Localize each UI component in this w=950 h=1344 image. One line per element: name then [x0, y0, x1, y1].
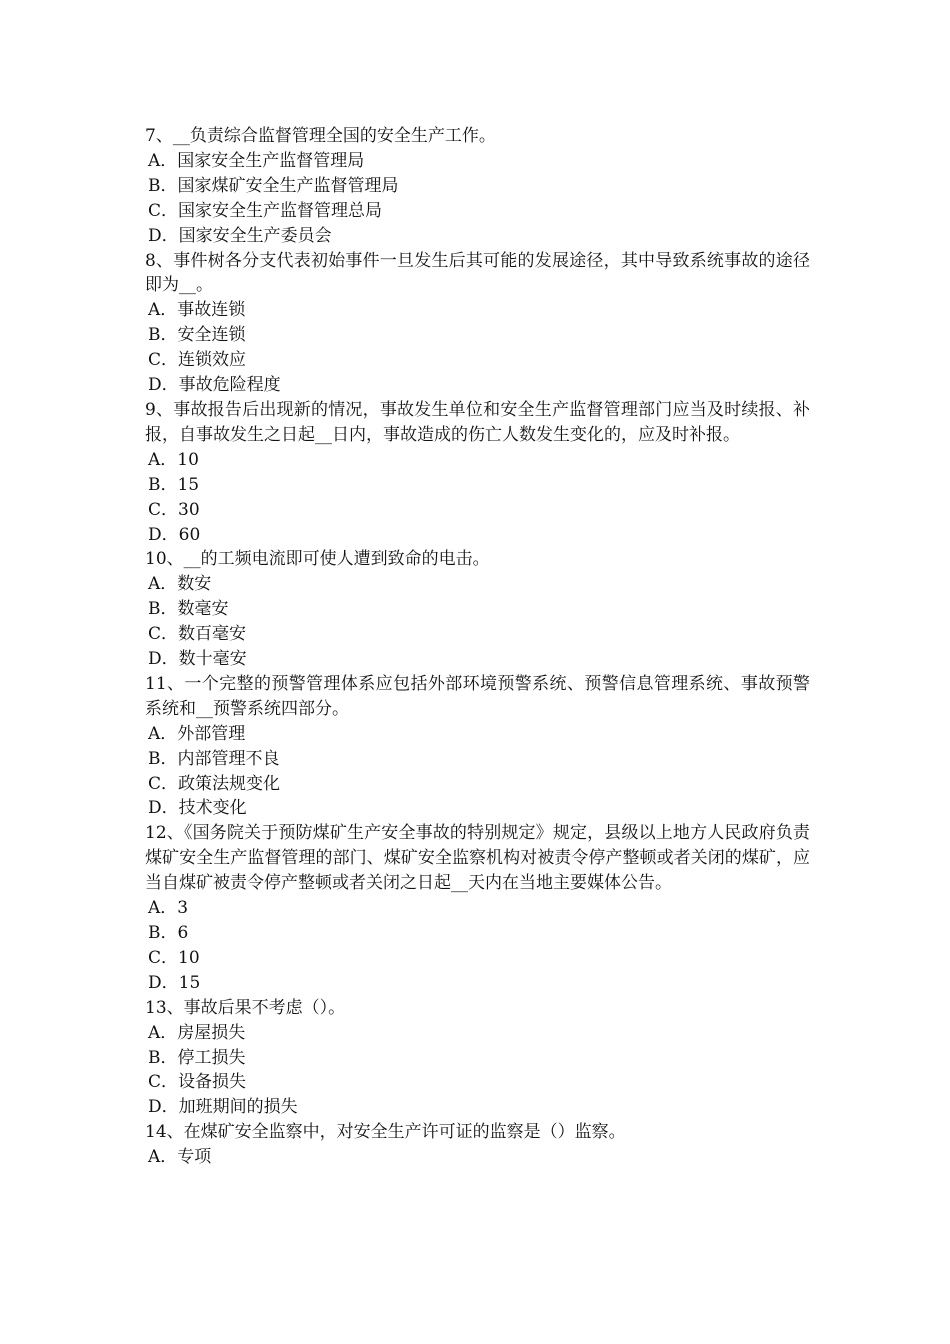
- question-10: [145, 547, 810, 672]
- option-b: B．国家煤矿安全生产监督管理局: [148, 175, 399, 196]
- question-stem: 14、在煤矿安全监察中，对安全生产许可证的监察是（）监察。: [145, 1122, 626, 1143]
- option-d: D．数十毫安: [148, 649, 247, 670]
- option-b: B．6: [148, 923, 189, 943]
- option-a: A．专项: [148, 1147, 212, 1168]
- question-7: [145, 124, 810, 249]
- option-d: D．技术变化: [148, 798, 247, 819]
- option-c: C．30: [148, 499, 200, 520]
- option-d: D．15: [148, 972, 201, 993]
- question-12: [145, 821, 810, 995]
- question-13: [145, 996, 810, 1121]
- option-a: A．数安: [148, 574, 212, 595]
- question-stem: 13、事故后果不考虑（）。: [145, 997, 346, 1018]
- option-c: C．设备损失: [148, 1072, 247, 1093]
- option-b: B．内部管理不良: [148, 748, 280, 769]
- option-c: C．政策法规变化: [148, 773, 281, 794]
- question-11: [145, 672, 810, 821]
- question-stem: 8、事件树各分支代表初始事件一旦发生后其可能的发展途径，其中导致系统事故的途径即为__。: [145, 250, 810, 296]
- question-stem: 12、《国务院关于预防煤矿生产安全事故的特别规定》规定，县级以上地方人民政府负责煤矿安全生产监督管理的部门、煤矿安全监察机构对被责令停产整顿或者关闭的煤矿，应当自煤矿被责令停产整顿或者关闭之日起__天内在当地主要媒体公告。: [145, 823, 810, 894]
- option-b: B．15: [148, 474, 200, 495]
- option-b: B．停工损失: [148, 1047, 246, 1068]
- option-d: D．加班期间的损失: [148, 1097, 298, 1118]
- question-8: [145, 249, 810, 398]
- option-a: A．房屋损失: [148, 1022, 246, 1043]
- option-a: A．事故连锁: [148, 300, 246, 321]
- question-stem: 9、事故报告后出现新的情况，事故发生单位和安全生产监督管理部门应当及时续报、补报，自事故发生之日起__日内，事故造成的伤亡人数发生变化的，应及时补报。: [145, 399, 810, 445]
- option-c: C．数百毫安: [148, 624, 247, 645]
- option-a: A．外部管理: [148, 723, 246, 744]
- option-c: C．连锁效应: [148, 350, 247, 371]
- option-d: D．事故危险程度: [148, 375, 281, 396]
- option-c: C．国家安全生产监督管理总局: [148, 200, 383, 221]
- document-page: [145, 124, 810, 1170]
- question-stem: 7、__负责综合监督管理全国的安全生产工作。: [145, 126, 496, 146]
- option-d: D．60: [148, 524, 201, 545]
- option-b: B．数毫安: [148, 599, 229, 620]
- option-a: A．3: [148, 898, 189, 919]
- question-stem: 11、一个完整的预警管理体系应包括外部环境预警系统、预警信息管理系统、事故预警系统和__预警系统四部分。: [145, 673, 810, 719]
- question-stem: 10、__的工频电流即可使人遭到致命的电击。: [145, 549, 490, 570]
- option-a: A．国家安全生产监督管理局: [148, 150, 365, 171]
- option-a: A．10: [148, 449, 199, 470]
- question-9: [145, 398, 810, 547]
- option-b: B．安全连锁: [148, 325, 246, 346]
- option-c: C．10: [148, 947, 200, 968]
- question-14: [145, 1120, 810, 1170]
- option-d: D．国家安全生产委员会: [148, 225, 332, 246]
